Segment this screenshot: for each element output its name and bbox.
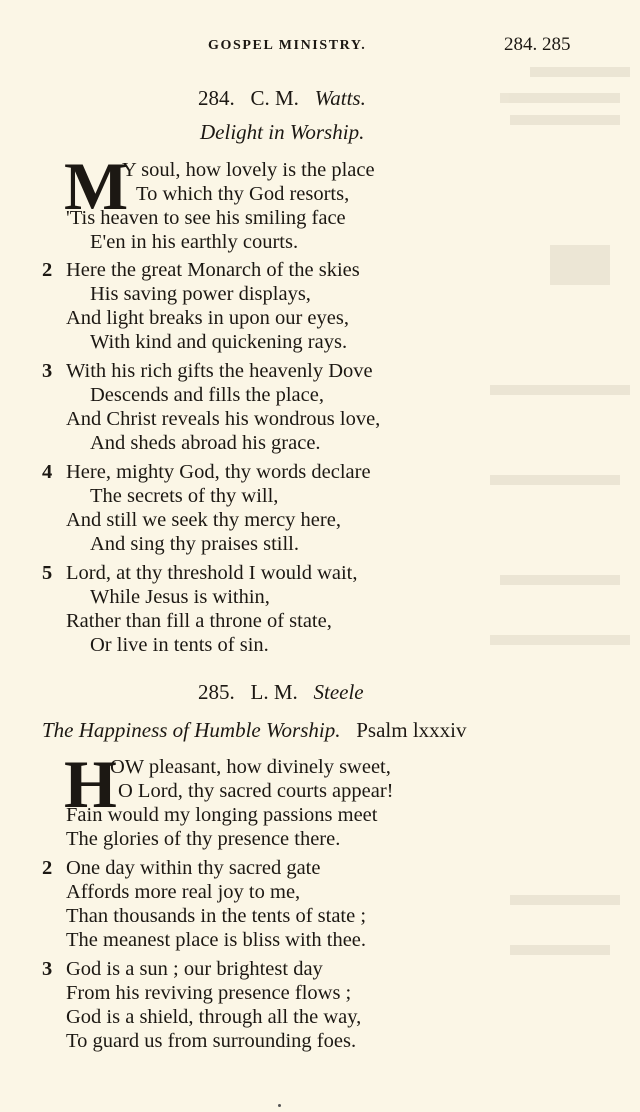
hymn-heading — [198, 680, 364, 705]
stanza-number: 2 — [42, 259, 53, 281]
verse-line: God is a shield, through all the way, — [66, 1006, 362, 1028]
hymn-heading — [198, 86, 366, 111]
stanza-number: 4 — [42, 461, 53, 483]
verse-line: While Jesus is within, — [90, 586, 270, 608]
hymn-author: Watts. — [314, 86, 366, 110]
verse-line: Or live in tents of sin. — [90, 634, 269, 656]
verse-line: His saving power displays, — [90, 283, 311, 305]
verse-line: And sing thy praises still. — [90, 533, 299, 555]
verse-line: From his reviving presence flows ; — [66, 982, 352, 1004]
verse-line: One day within thy sacred gate — [66, 857, 321, 879]
hymn-number: 285. — [198, 680, 235, 704]
verse-line: Than thousands in the tents of state ; — [66, 905, 367, 927]
hymn-title: Delight in Worship. — [200, 120, 365, 144]
verse-line: OW pleasant, how divinely sweet, — [110, 756, 391, 778]
verse-line: To which thy God resorts, — [136, 183, 350, 205]
hymn-meter: C. M. — [250, 86, 299, 110]
psalm-reference: Psalm lxxxiv — [356, 718, 467, 742]
verse-line: God is a sun ; our brightest day — [66, 958, 323, 980]
hymn-title: The Happiness of Humble Worship. — [42, 718, 341, 742]
drop-cap: M — [64, 148, 129, 224]
verse-line: The glories of thy presence there. — [66, 828, 341, 850]
drop-cap: H — [64, 746, 117, 822]
verse-line: The secrets of thy will, — [90, 485, 279, 507]
verse-line: Here the great Monarch of the skies — [66, 259, 360, 281]
hymn-number: 284. — [198, 86, 235, 110]
hymn-author: Steele — [313, 680, 364, 704]
running-head-numbers: 284. 285 — [504, 34, 571, 55]
verse-line: Lord, at thy threshold I would wait, — [66, 562, 358, 584]
verse-line: Y soul, how lovely is the place — [122, 159, 375, 181]
verse-line: And light breaks in upon our eyes, — [66, 307, 349, 329]
stanza-number: 5 — [42, 562, 53, 584]
stanza-number: 2 — [42, 857, 53, 879]
hymn-meter: L. M. — [250, 680, 298, 704]
verse-line: O Lord, thy sacred courts appear! — [118, 780, 394, 802]
stanza-number: 3 — [42, 958, 53, 980]
verse-line: Fain would my longing passions meet — [66, 804, 378, 826]
stanza-number: 3 — [42, 360, 53, 382]
running-head — [0, 34, 640, 56]
verse-line: Here, mighty God, thy words declare — [66, 461, 371, 483]
verse-line: Descends and fills the place, — [90, 384, 324, 406]
verse-line: 'Tis heaven to see his smiling face — [66, 207, 346, 229]
verse-line: The meanest place is bliss with thee. — [66, 929, 367, 951]
running-head-title: GOSPEL MINISTRY. — [208, 38, 367, 53]
verse-line: And sheds abroad his grace. — [90, 432, 321, 454]
verse-line: Rather than fill a throne of state, — [66, 610, 332, 632]
printer-mark — [278, 1104, 281, 1107]
verse-line: With kind and quickening rays. — [90, 331, 348, 353]
verse-line: Affords more real joy to me, — [66, 881, 301, 903]
verse-line: E'en in his earthly courts. — [90, 231, 299, 253]
hymn-title-row — [42, 718, 467, 743]
show-through — [470, 55, 640, 1055]
verse-line: To guard us from surrounding foes. — [66, 1030, 357, 1052]
verse-line: With his rich gifts the heavenly Dove — [66, 360, 373, 382]
verse-line: And Christ reveals his wondrous love, — [66, 408, 381, 430]
verse-line: And still we seek thy mercy here, — [66, 509, 341, 531]
